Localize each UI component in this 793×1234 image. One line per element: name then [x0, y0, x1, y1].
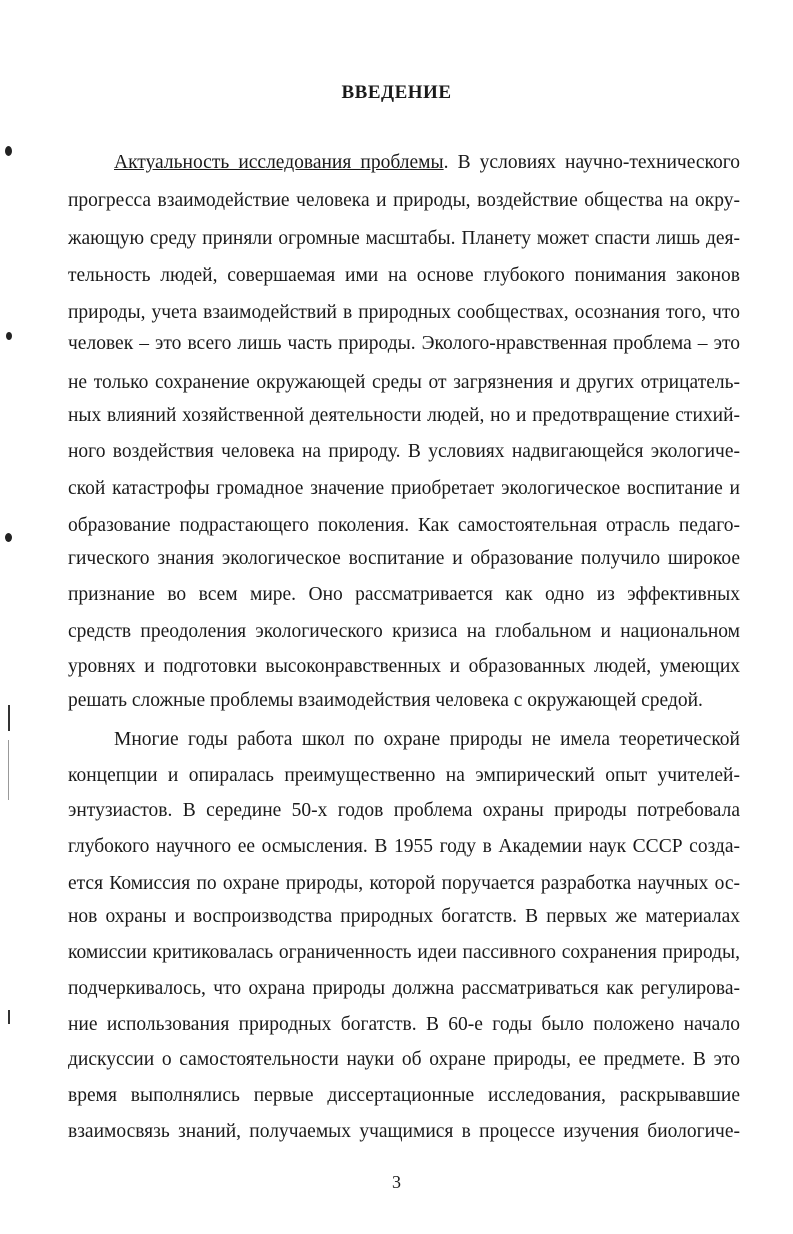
scan-mark-line [8, 705, 10, 731]
scan-mark-dot [6, 332, 12, 340]
text-line: взаимосвязь знаний, получаемых учащимися в процессе изучения биологиче- [68, 1121, 740, 1142]
text-line: дискуссии о самостоятельности науки об охране природы, ее предмете. В это [68, 1049, 740, 1070]
text-line: подчеркивалось, что охрана природы должна рассматриваться как регулирова- [68, 978, 740, 999]
text-line: время выполнялись первые диссертационные исследования, раскрывавшие [68, 1085, 740, 1106]
scan-mark-line [8, 740, 9, 800]
text-line: не только сохранение окружающей среды от загрязнения и других отрицатель- [68, 372, 740, 393]
scan-mark-dot [5, 146, 12, 156]
text-line: комиссии критиковалась ограниченность идеи пассивного сохранения природы, [68, 942, 740, 963]
section-lead: Актуальность исследования проблемы [114, 152, 444, 173]
text-line: прогресса взаимодействие человека и природы, воздействие общества на окру- [68, 190, 740, 211]
text-line: уровнях и подготовки высоконравственных и образованных людей, умеющих [68, 656, 740, 677]
page-number: 3 [392, 1172, 401, 1192]
text-line: тельность людей, совершаемая ими на основе глубокого понимания законов [68, 265, 740, 286]
text-line: концепции и опиралась преимущественно на эмпирический опыт учителей- [68, 765, 740, 786]
text-line: решать сложные проблемы взаимодействия человека с окружающей средой. [68, 690, 703, 711]
page-title: ВВЕДЕНИЕ [341, 82, 452, 103]
text-line: нов охраны и воспроизводства природных богатств. В первых же материалах [68, 906, 740, 927]
scan-mark-dot [5, 533, 12, 542]
text-line: энтузиастов. В середине 50-х годов проблема охраны природы потребовала [68, 800, 740, 821]
text-line: гического знания экологическое воспитание и образование получило широкое [68, 548, 740, 569]
text-line: жающую среду приняли огромные масштабы. Планету может спасти лишь дея- [68, 228, 740, 249]
scan-mark-line [8, 1010, 10, 1024]
text-line: ного воздействия человека на природу. В условиях надвигающейся экологиче- [68, 441, 740, 462]
text-line: Актуальность исследования проблемы. В условиях научно-технического [114, 152, 740, 173]
text-line: образование подрастающего поколения. Как самостоятельная отрасль педаго- [68, 515, 740, 536]
text-line: природы, учета взаимодействий в природных сообществах, осознания того, что [68, 302, 740, 323]
text-line: человек – это всего лишь часть природы. Эколого-нравственная проблема – это [68, 333, 740, 354]
text-line: ется Комиссия по охране природы, которой поручается разработка научных ос- [68, 873, 740, 894]
text-line: глубокого научного ее осмысления. В 1955 году в Академии наук СССР созда- [68, 836, 740, 857]
text-line: Многие годы работа школ по охране природы не имела теоретической [114, 729, 740, 750]
text-line: ных влияний хозяйственной деятельности людей, но и предотвращение стихий- [68, 405, 740, 426]
text-line: средств преодоления экологического кризиса на глобальном и национальном [68, 621, 740, 642]
text-line: признание во всем мире. Оно рассматривается как одно из эффективных [68, 584, 740, 605]
text-line: ской катастрофы громадное значение приобретает экологическое воспитание и [68, 478, 740, 499]
text-line: ние использования природных богатств. В 60-е годы было положено начало [68, 1014, 740, 1035]
